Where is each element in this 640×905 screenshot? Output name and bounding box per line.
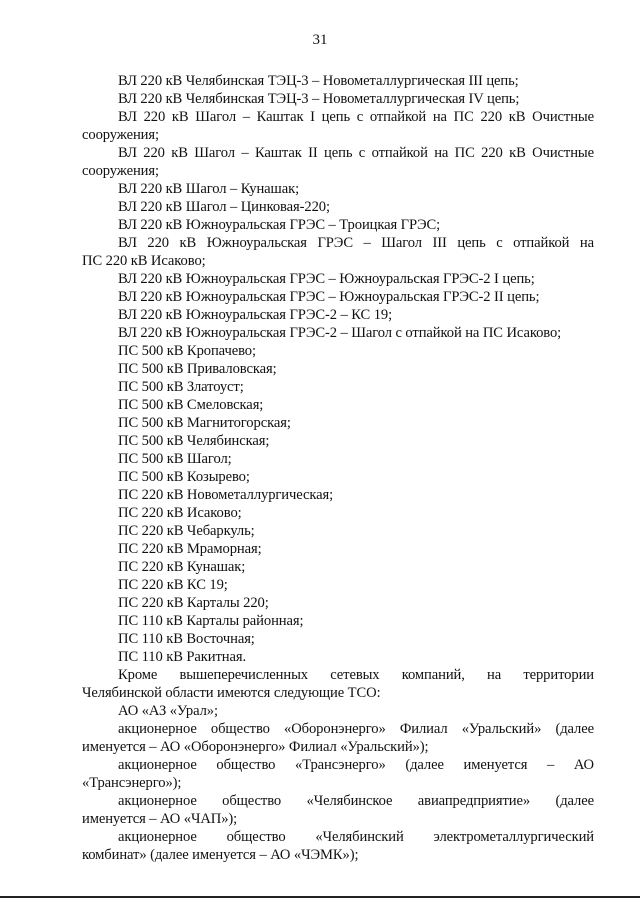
paragraph-line: ПС 220 кВ Чебаркуль;	[118, 523, 255, 539]
paragraph-line: ПС 500 кВ Смеловская;	[118, 397, 264, 413]
paragraph-line: ПС 500 кВ Кропачево;	[118, 343, 256, 359]
paragraph-continuation-line: сооружения;	[82, 127, 159, 143]
paragraph-line: ПС 110 кВ Карталы районная;	[118, 613, 304, 629]
paragraph-line: ВЛ 220 кВ Шагол – Кунашак;	[118, 181, 300, 197]
page-number: 31	[312, 32, 328, 48]
paragraph-line: ВЛ 220 кВ Южноуральская ГРЭС – Южноуральская ГРЭС-2 II цепь;	[118, 289, 540, 305]
paragraph-line: акционерное общество «Челябинский электрометаллургический	[118, 829, 594, 845]
paragraph-line: ВЛ 220 кВ Шагол – Цинковая-220;	[118, 199, 330, 215]
paragraph-line: ПС 220 кВ Мраморная;	[118, 541, 262, 557]
paragraph-line: Кроме вышеперечисленных сетевых компаний, на территории	[118, 667, 594, 683]
paragraph-line: ПС 500 кВ Шагол;	[118, 451, 232, 467]
paragraph-line: АО «АЗ «Урал»;	[118, 703, 218, 719]
paragraph-line: ВЛ 220 кВ Южноуральская ГРЭС – Южноуральская ГРЭС-2 I цепь;	[118, 271, 535, 287]
paragraph-continuation-line: именуется – АО «Оборонэнерго» Филиал «Уральский»);	[82, 739, 429, 755]
paragraph-line: ВЛ 220 кВ Южноуральская ГРЭС – Троицкая ГРЭС;	[118, 217, 441, 233]
paragraph-continuation-line: комбинат» (далее именуется – АО «ЧЭМК»);	[82, 847, 359, 863]
paragraph-line: ВЛ 220 кВ Южноуральская ГРЭС-2 – Шагол с отпайкой на ПС Исаково;	[118, 325, 562, 341]
paragraph-line: ВЛ 220 кВ Челябинская ТЭЦ-3 – Новометаллургическая III цепь;	[118, 73, 519, 89]
paragraph-line: ПС 500 кВ Магнитогорская;	[118, 415, 291, 431]
paragraph-line: ВЛ 220 кВ Шагол – Каштак I цепь с отпайкой на ПС 220 кВ Очистные	[118, 109, 594, 125]
paragraph-line: ПС 110 кВ Ракитная.	[118, 649, 247, 665]
paragraph-line: акционерное общество «Оборонэнерго» Филиал «Уральский» (далее	[118, 721, 594, 737]
paragraph-line: акционерное общество «Челябинское авиапредприятие» (далее	[118, 793, 594, 809]
paragraph-line: ПС 500 кВ Челябинская;	[118, 433, 270, 449]
paragraph-line: ПС 500 кВ Приваловская;	[118, 361, 277, 377]
paragraph-line: ПС 220 кВ Кунашак;	[118, 559, 246, 575]
paragraph-line: ПС 220 кВ Новометаллургическая;	[118, 487, 334, 503]
bottom-rule	[0, 896, 640, 898]
paragraph-line: ВЛ 220 кВ Южноуральская ГРЭС – Шагол III цепь с отпайкой на	[118, 235, 594, 251]
paragraph-continuation-line: сооружения;	[82, 163, 159, 179]
paragraph-line: ПС 110 кВ Восточная;	[118, 631, 255, 647]
paragraph-line: ВЛ 220 кВ Южноуральская ГРЭС-2 – КС 19;	[118, 307, 393, 323]
paragraph-line: ПС 220 кВ Карталы 220;	[118, 595, 269, 611]
paragraph-line: ВЛ 220 кВ Шагол – Каштак II цепь с отпайкой на ПС 220 кВ Очистные	[118, 145, 594, 161]
paragraph-continuation-line: Челябинской области имеются следующие ТСО:	[82, 685, 381, 701]
paragraph-continuation-line: именуется – АО «ЧАП»);	[82, 811, 238, 827]
paragraph-line: ПС 220 кВ КС 19;	[118, 577, 228, 593]
document-body	[82, 72, 594, 864]
paragraph-line: ПС 500 кВ Златоуст;	[118, 379, 244, 395]
paragraph-line: акционерное общество «Трансэнерго» (далее именуется – АО	[118, 757, 594, 773]
paragraph-line: ПС 220 кВ Исаково;	[118, 505, 242, 521]
paragraph-line: ВЛ 220 кВ Челябинская ТЭЦ-3 – Новометаллургическая IV цепь;	[118, 91, 520, 107]
paragraph-continuation-line: ПС 220 кВ Исаково;	[82, 253, 206, 269]
paragraph-continuation-line: «Трансэнерго»);	[82, 775, 182, 791]
paragraph-line: ПС 500 кВ Козырево;	[118, 469, 250, 485]
